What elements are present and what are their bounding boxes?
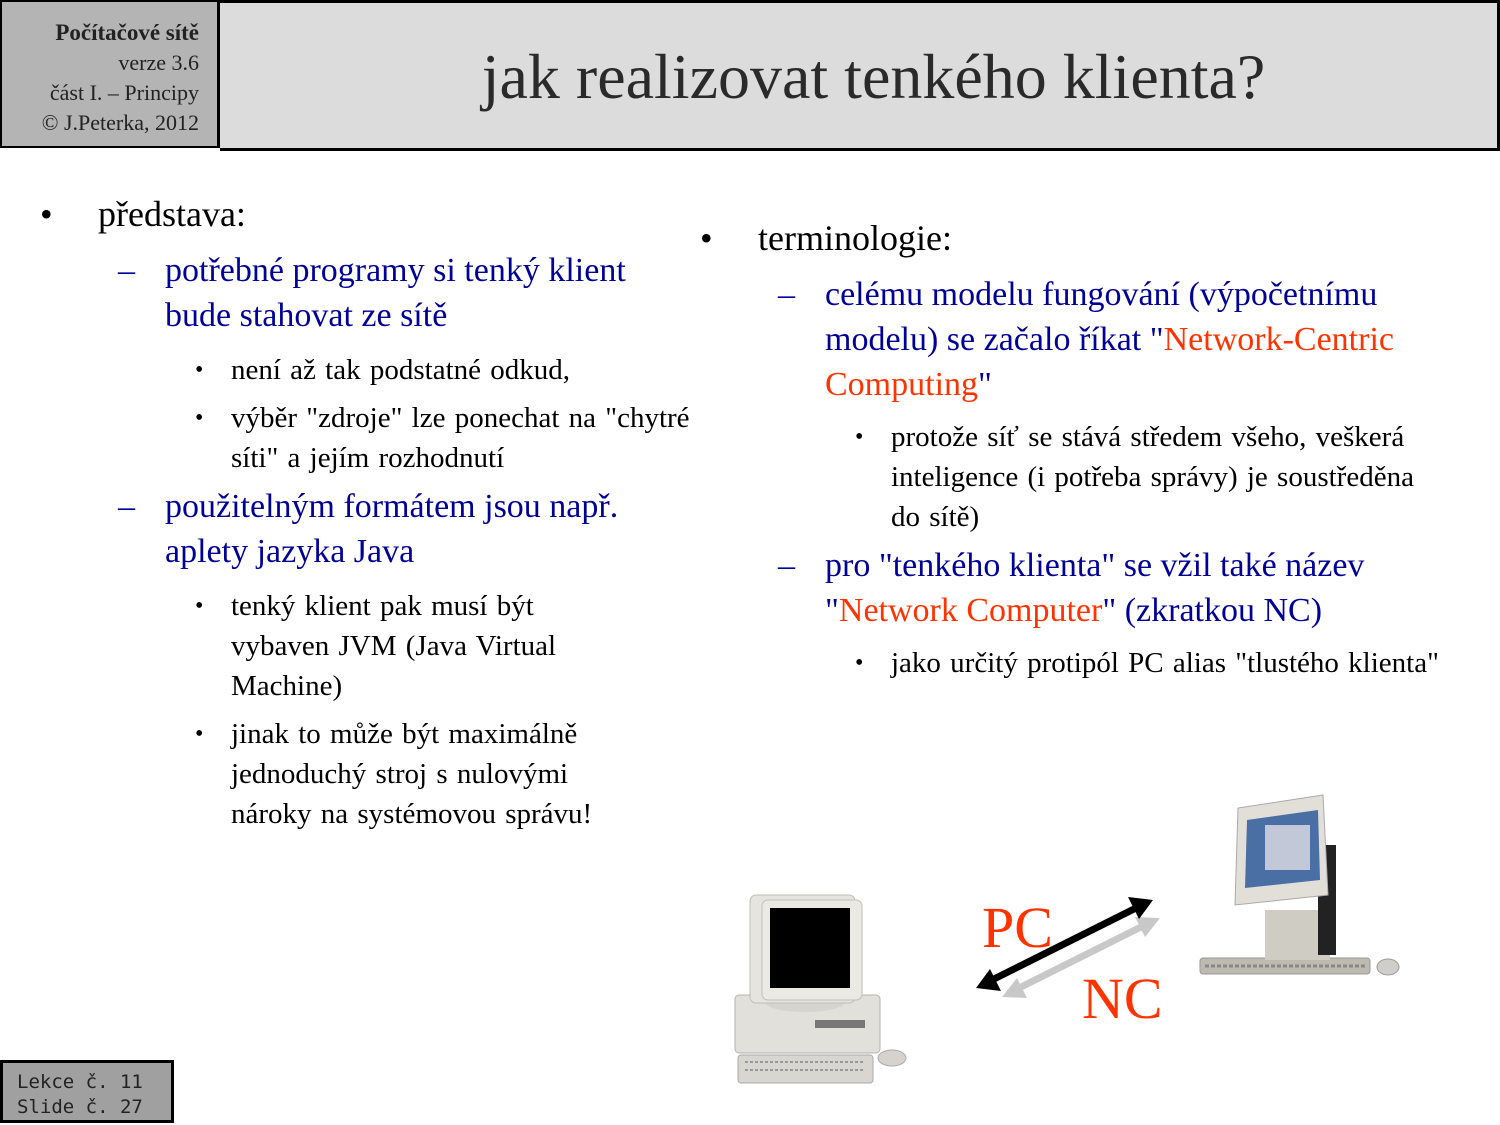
course-version: verze 3.6 <box>118 50 199 75</box>
list-item <box>700 543 1490 633</box>
heading-text: představa: <box>98 194 246 234</box>
label-pc: PC <box>982 895 1053 960</box>
lesson-number: Lekce č. 11 <box>17 1071 143 1093</box>
sub-item <box>40 398 690 478</box>
slide-number: Slide č. 27 <box>17 1096 143 1118</box>
course-info-box <box>0 0 220 148</box>
title-box <box>220 0 1500 151</box>
sub-item-text: protože síť se stává středem všeho, veškerá inteligence (i potřeba správy) je soustředěna do sítě) <box>891 421 1414 533</box>
bullet-heading-terminologie <box>700 216 1490 260</box>
sub-item-text: jako určitý protipól PC alias "tlustého klienta" <box>891 647 1439 679</box>
dash-icon: – <box>778 276 795 313</box>
course-copyright: © J.Peterka, 2012 <box>41 110 199 135</box>
course-part: část I. – Principy <box>49 80 199 105</box>
sub-item-text: není až tak podstatné odkud, <box>231 354 570 386</box>
slide-footer <box>0 1060 174 1123</box>
list-item <box>40 248 690 338</box>
list-item <box>700 272 1490 407</box>
item-text-end: " (zkratkou NC) <box>1102 592 1323 629</box>
item-text: pro "tenkého klienta" se vžil také název " <box>825 547 1365 629</box>
bullet-icon: • <box>855 650 864 676</box>
item-text: potřebné programy si tenký klient bude stahovat ze sítě <box>165 252 626 334</box>
dash-icon: – <box>778 547 795 584</box>
dash-icon: – <box>118 252 135 289</box>
left-column <box>40 192 690 834</box>
dash-icon: – <box>118 488 135 525</box>
sub-item <box>700 417 1451 537</box>
bullet-icon: • <box>195 593 204 619</box>
term-network-computer: Network Computer <box>838 592 1103 629</box>
sub-item <box>40 350 690 390</box>
bullet-icon: • <box>700 218 713 258</box>
bullet-icon: • <box>855 424 864 450</box>
term-network-centric-computing: Network-Centric Computing <box>825 321 1394 403</box>
sub-item <box>40 586 631 706</box>
sub-item-text: tenký klient pak musí být vybaven JVM (Java Virtual Machine) <box>231 590 557 702</box>
pc-nc-illustration <box>720 780 1420 1110</box>
bullet-icon: • <box>195 405 204 431</box>
slide-title: jak realizovat tenkého klienta? <box>481 41 1266 112</box>
item-text-end: " <box>978 366 992 403</box>
computers-diagram <box>720 780 1420 1110</box>
bullet-heading-predstava <box>40 192 690 236</box>
heading-text: terminologie: <box>758 218 952 258</box>
bullet-icon: • <box>195 721 204 747</box>
sub-item <box>700 643 1451 683</box>
sub-item-text: výběr "zdroje" lze ponechat na "chytré síti" a jejím rozhodnutí <box>231 402 690 474</box>
bullet-icon: • <box>195 357 204 383</box>
course-name: Počítačové sítě <box>55 20 199 45</box>
right-column <box>700 216 1490 683</box>
label-nc: NC <box>1082 966 1163 1031</box>
list-item <box>40 484 690 574</box>
item-text: celému modelu fungování (výpočetnímu modelu) se začalo říkat " <box>825 276 1378 358</box>
bullet-icon: • <box>40 194 53 234</box>
nc-computer-icon <box>1200 795 1399 975</box>
sub-item-text: jinak to může být maximálně jednoduchý stroj s nulovými nároky na systémovou správu! <box>231 718 593 830</box>
sub-item <box>40 714 651 834</box>
item-text: použitelným formátem jsou např. aplety jazyka Java <box>165 488 619 570</box>
pc-computer-icon <box>735 895 906 1083</box>
